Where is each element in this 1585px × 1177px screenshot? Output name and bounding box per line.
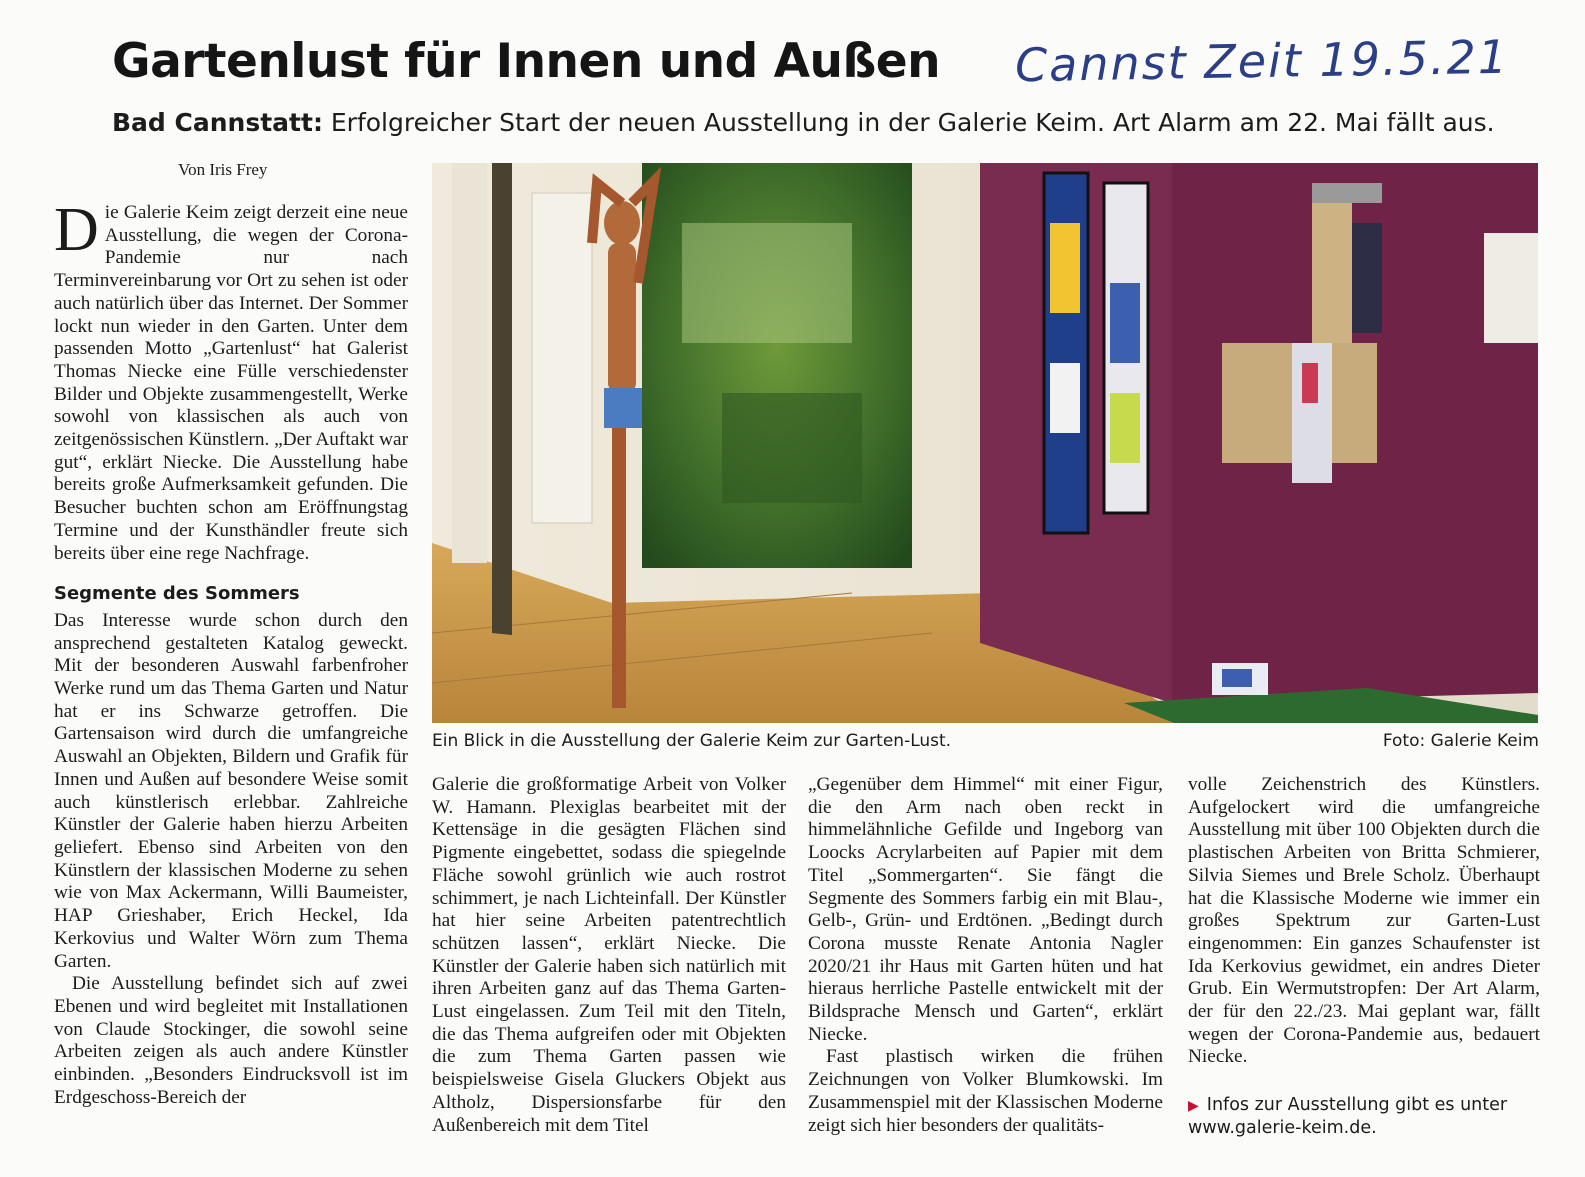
paragraph-text: ie Galerie Keim zeigt derzeit eine neue Ausstellung, die wegen der Corona-Pandemie nur nach Terminvereinbarung vor Ort zu sehen ist oder auch natürlich über das Internet. Der Sommer lockt nun wieder in den Garten. Unter dem passenden Motto „Gartenlust“ hat Galerist Thomas Niecke eine Fülle verschiedenster Bilder und Objekte zusammengestellt, Werke sowohl von klassischen als auch von zeitgenössischen Künstlern. „Der Auftakt war gut“, erklärt Niecke. Die Ausstellung habe bereits große Aufmerksamkeit gefunden. Die Besucher buchten schon am Eröffnungstag Termine und der Kunsthändler freute sich bereits über eine rege Nachfrage.	[54, 202, 408, 564]
paragraph	[54, 196, 408, 565]
triangle-arrow-icon: ▶	[1188, 1098, 1199, 1114]
info-text: Infos zur Ausstellung gibt es unter	[1206, 1095, 1508, 1115]
drop-cap: D	[54, 196, 99, 264]
paragraph: „Gegenüber dem Himmel“ mit einer Figur, die den Arm nach oben reckt in himmelähnliche Gefilde und Ingeborg van Loocks Acrylarbeiten auf Papier mit dem Titel „Sommergarten“. Sie fängt die Segmente des Sommers farbig ein mit Blau-, Gelb-, Grün- und Erdtönen. „Bedingt durch Corona musste Renate Antonia Nagler 2020/21 ihr Haus mit Garten hüten und hat hieraus herrliche Pastelle entwickelt mit der Bildsprache Mensch und Garten“, erklärt Niecke.	[808, 774, 1163, 1045]
photo-illustration	[432, 163, 1538, 723]
subline	[112, 108, 1495, 137]
paragraph: Das Interesse wurde schon durch den ansprechend gestalteten Katalog geweckt. Mit der besonderen Auswahl farbenfroher Werke rund um das Thema Garten und Natur hat er ins Schwarze getroffen. Die Gartensaison wird durch die umfangreiche Auswahl an Objekten, Bildern und Grafik für Innen und Außen auf besondere Weise somit auch künstlerisch erlebbar. Zahlreiche Künstler der Galerie haben hierzu Arbeiten geliefert. Ebenso sind Arbeiten von den Künstlern der klassischen Moderne zu sehen wie von Max Ackermann, Willi Baumeister, HAP Grieshaber, Erich Heckel, Ida Kerkovius und Walter Wörn zum Thema Garten.	[54, 609, 408, 972]
photo-credit: Foto: Galerie Keim	[1382, 731, 1539, 751]
paragraph: Galerie die großformatige Arbeit von Volker W. Hamann. Plexiglas bearbeitet mit der Kettensäge in die gesägten Flächen sind Pigmente eingebettet, sodass die spiegelnde Fläche sowohl grünlich wie auch rostrot schimmert, je nach Lichteinfall. Der Künstler hat hier seine Arbeiten patentrechtlich schützen lassen“, erklärt Niecke. Die Künstler der Galerie haben sich natürlich mit ihren Arbeiten ganz auf das Thema Garten-Lust eingelassen. Zum Teil mit den Titeln, die das Thema aufgreifen oder mit Objekten die zum Thema Garten passen wie beispielsweise Gisela Gluckers Objekt aus Altholz, Dispersionsfarbe für den Außenbereich mit dem Titel	[432, 774, 786, 1136]
subheading: Segmente des Sommers	[54, 583, 300, 605]
column-4	[1188, 774, 1540, 1069]
paragraph: Fast plastisch wirken die frühen Zeichnungen von Volker Blumkowski. Im Zusammenspiel mit der Klassischen Moderne zeigt sich hier besonders der qualitäts-	[808, 1046, 1163, 1136]
column-2	[432, 774, 786, 1137]
info-url[interactable]: www.galerie-keim.de.	[1188, 1118, 1377, 1138]
byline: Von Iris Frey	[178, 160, 268, 179]
paragraph: volle Zeichenstrich des Künstlers. Aufgelockert wird die umfangreiche Ausstellung mit über 100 Objekten durch die plastischen Arbeiten von Britta Schmierer, Silvia Siemes und Brele Scholz. Überhaupt hat die Klassische Moderne wie immer ein großes Spektrum zur Garten-Lust eingenommen: Ein ganzes Schaufenster ist Ida Kerkovius gewidmet, ein andres Dieter Grub. Ein Wermutstropfen: Der Art Alarm, der für den 22./23. Mai geplant war, fällt wegen der Corona-Pandemie aus, bedauert Niecke.	[1188, 774, 1540, 1068]
subline-text: Erfolgreicher Start der neuen Ausstellung in der Galerie Keim. Art Alarm am 22. Mai fällt aus.	[322, 108, 1495, 137]
column-1	[54, 196, 408, 1109]
column-3	[808, 774, 1163, 1137]
subline-place: Bad Cannstatt:	[112, 108, 323, 137]
headline: Gartenlust für Innen und Außen	[112, 34, 941, 89]
paragraph: Die Ausstellung befindet sich auf zwei Ebenen und wird begleitet mit Installationen von Claude Stockinger, die sowohl seine Arbeiten zeigen als auch andere Künstler einbinden. „Besonders Eindrucksvoll ist im Erdgeschoss-Bereich der	[54, 973, 408, 1108]
info-box	[1188, 1094, 1540, 1139]
photo-caption: Ein Blick in die Ausstellung der Galerie Keim zur Garten-Lust.	[432, 731, 952, 751]
exhibition-photo	[432, 163, 1538, 723]
handwritten-note: Cannst Zeit 19.5.21	[1014, 29, 1510, 93]
